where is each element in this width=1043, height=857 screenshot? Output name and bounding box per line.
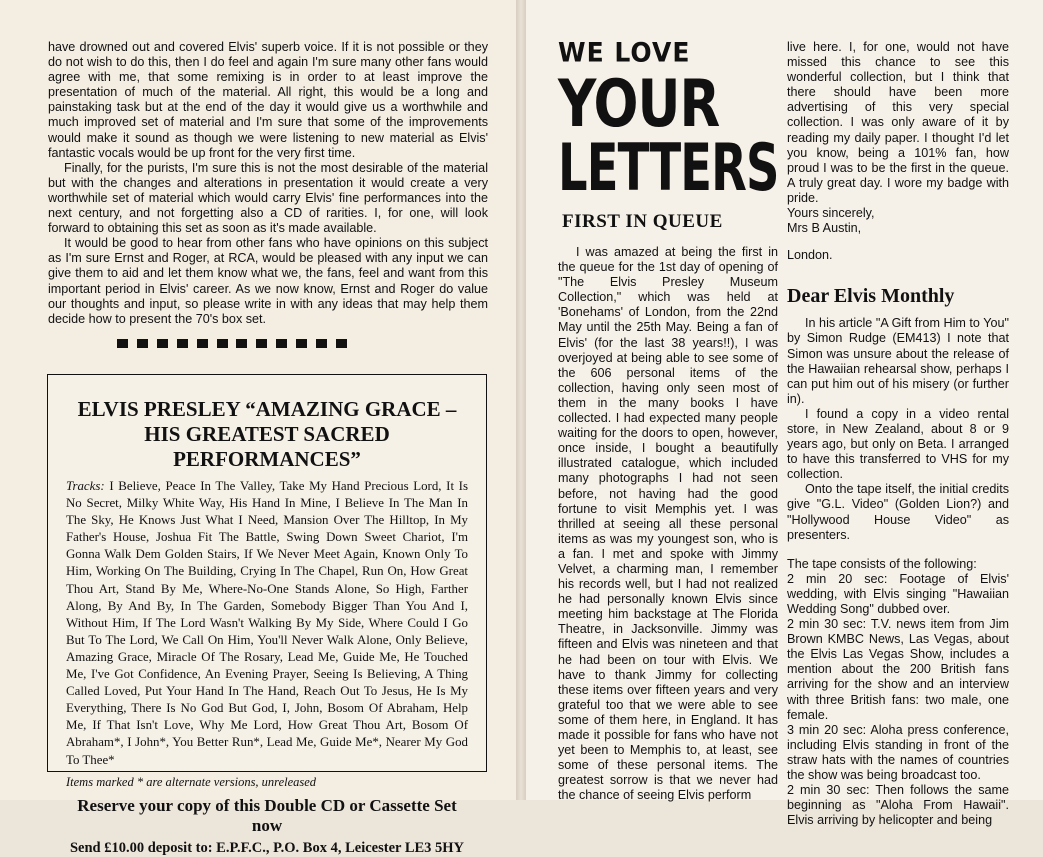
letter-closing: Yours sincerely,: [787, 206, 875, 221]
article-paragraph: Finally, for the purists, I'm sure this is not the most desirable of the material but with the changes and alterations in presentation it would create a very worthwhile set of material which would carry Elvis' fine performances into the next century, and not forgetting also a CD of rarities. I, for one, will look forward to obtaining this set as soon as it's made available.: [48, 160, 488, 236]
masthead-line-your: YOUR: [558, 66, 720, 142]
article-paragraph: It would be good to hear from other fans who have opinions on this subject as I'm sure Ernst and Roger, at RCA, would be pleased with any input we can give them to aid and let them know what we, the fans, feel and want from this important period in Elvis' career. As we now know, Ernst and Roger do value our thoughts and input, so please write in with any ideas that may help them decide how to present the 70's box set.: [48, 236, 488, 326]
right-column-1: [558, 245, 778, 803]
ad-tracks-label: Tracks:: [66, 479, 105, 493]
ad-note: Items marked * are alternate versions, unreleased: [66, 774, 317, 789]
right-column-2: [787, 40, 1009, 828]
ad-title: ELVIS PRESLEY “AMAZING GRACE – HIS GREATEST SACRED PERFORMANCES”: [77, 397, 457, 471]
letter-heading-dear-elvis-monthly: Dear Elvis Monthly: [787, 285, 955, 308]
letter-paragraph: I found a copy in a video rental store, in New Zealand, about 8 or 9 years ago, but only on Beta. I arranged to have this transferred to VHS for my collection.: [787, 406, 1009, 482]
tape-list-item: 2 min 20 sec: Footage of Elvis' wedding, with Elvis singing "Hawaiian Wedding Song" dubbed over.: [787, 571, 1009, 616]
left-article-column: [48, 40, 488, 327]
letter-text-continued: live here. I, for one, would not have missed this chance to see this wonderful collection, but I think that there should have been more advertising of this very special collection. I was only aware of it by reading my daily paper. I thought I'd let you know, being a 101% fan, how proud I was to be the first in the queue. A truly great day. I wore my badge with pride.: [787, 40, 1009, 205]
letter-heading-first-in-queue: FIRST IN QUEUE: [562, 211, 723, 232]
tape-list-item: 2 min 30 sec: T.V. news item from Jim Brown KMBC News, Las Vegas, about the Elvis Las Vegas Show, includes a mention about the 200 British fans arriving for the show and an interview with three British fans: two male, one female.: [787, 617, 1009, 722]
ad-tracks-text: I Believe, Peace In The Valley, Take My Hand Precious Lord, It Is No Secret, Milky White Way, His Hand In Mine, I Believe In The Man In The Sky, He Knows Just What I Need, Mansion Over The Hilltop, In My Father's House, Joshua Fit The Battle, Swing Down Sweet Chariot, I'm Gonna Walk Dem Golden Stairs, If We Never Meet Again, Known Only To Him, Working On The Building, Crying In The Chapel, Run On, How Great Thou Art, Stand By Me, Where-No-One Stands Alone, So High, Farther Along, By And By, In The Garden, Somebody Bigger Than You And I, Without Him, If The Lord Wasn't Walking By My Side, Where Could I Go But To The Lord, We Call On Him, You'll Never Walk Alone, Only Believe, Amazing Grace, Miracle Of The Rosary, Lead Me, Guide Me, He Touched Me, I've Got Confidence, An Evening Prayer, Seeing Is Believing, A Thing Called Loved, Put Your Hand In The Hand, Reach Out To Jesus, He Is My Everything, There Is No God But God, I, John, Bosom Of Abraham, Help Me, If That Isn't Love, Why Me Lord, How Great Thou Art, Bosom Of Abraham*, I John*, You Better Run*, Lead Me, Guide Me*, Nearer My God To Thee*: [66, 479, 468, 767]
ad-send-line: Send £10.00 deposit to: E.P.F.C., P.O. Box 4, Leicester LE3 5HY: [69, 839, 465, 856]
letters-masthead: [558, 37, 779, 206]
dashed-separator: [117, 339, 347, 349]
left-page: [0, 0, 516, 856]
letter-paragraph: Onto the tape itself, the initial credits give "G.L. Video" (Golden Lion?) and "Hollywood House Video" as presenters.: [787, 482, 1009, 542]
letter-location: London.: [787, 248, 833, 263]
ad-reserve-line: Reserve your copy of this Double CD or Cassette Set now: [77, 795, 457, 835]
page-gutter: [516, 0, 526, 800]
article-paragraph: have drowned out and covered Elvis' superb voice. If it is not possible or they do not wish to do this, then I do feel and again I'm sure many other fans would agree with me, that some remixing is in order to at least improve the presentation of much of the material. All right, this would be a long and painstaking task but at the end of the day it would give us a worthwhile and much improved set of material and I'm sure that some of the improvements would make it sound as though we were listening to new material as Elvis' fantastic vocals would be up front for the very first time.: [48, 40, 488, 160]
masthead-line-we-love: WE LOVE: [558, 37, 691, 68]
letter-paragraph: In his article "A Gift from Him to You" by Simon Rudge (EM413) I note that Simon was unsure about the release of the Hawaiian rehearsal show, perhaps I can put him out of his misery (or further in).: [787, 316, 1009, 406]
letter-text: I was amazed at being the first in the queue for the 1st day of opening of "The Elvis Presley Museum Collection," which was held at 'Bonehams' of London, from the 22nd May until the 25th May. Being a fan of Elvis' (for the last 38 years!!), I was overjoyed at being able to see some of the 606 personal items of the collection, having only seen most of them in the many books I have collected. I had expected many people waiting for the doors to open, however, once inside, I bought a beautifully illustrated catalogue, which included many photographs I had not seen before, not having had the good fortune to visit Memphis yet. I was thrilled at seeing all these personal items as was my youngest son, who is a fan. I met and spoke with Jimmy Velvet, a charming man, I remember his records well, but I had not realized he had personally known Elvis since meeting him backstage at The Florida Theatre, in Jacksonville. Jimmy was fifteen and Elvis was nineteen and that he had been on tour with Elvis. We have to thank Jimmy for collecting these items over fifteen years and very grateful too that we were able to see some of them here, in England. It has made it possible for fans who have not yet been to Memphis to, at least, see some of these personal items. The greatest sorrow is that we never had the chance of seeing Elvis perform: [558, 245, 778, 803]
ad-track-list: [66, 478, 468, 769]
masthead-line-letters: LETTERS: [558, 130, 779, 206]
advertisement-box: [47, 374, 487, 856]
tape-list-item: 3 min 20 sec: Aloha press conference, including Elvis standing in front of the straw hats with the names of countries the show was being broadcast too.: [787, 722, 1009, 783]
tape-list-intro: The tape consists of the following:: [787, 556, 977, 571]
letter-signature: Mrs B Austin,: [787, 221, 862, 236]
tape-list-item: 2 min 30 sec: Then follows the same beginning as "Aloha From Hawaii". Elvis arriving by helicopter and being: [787, 783, 1009, 828]
